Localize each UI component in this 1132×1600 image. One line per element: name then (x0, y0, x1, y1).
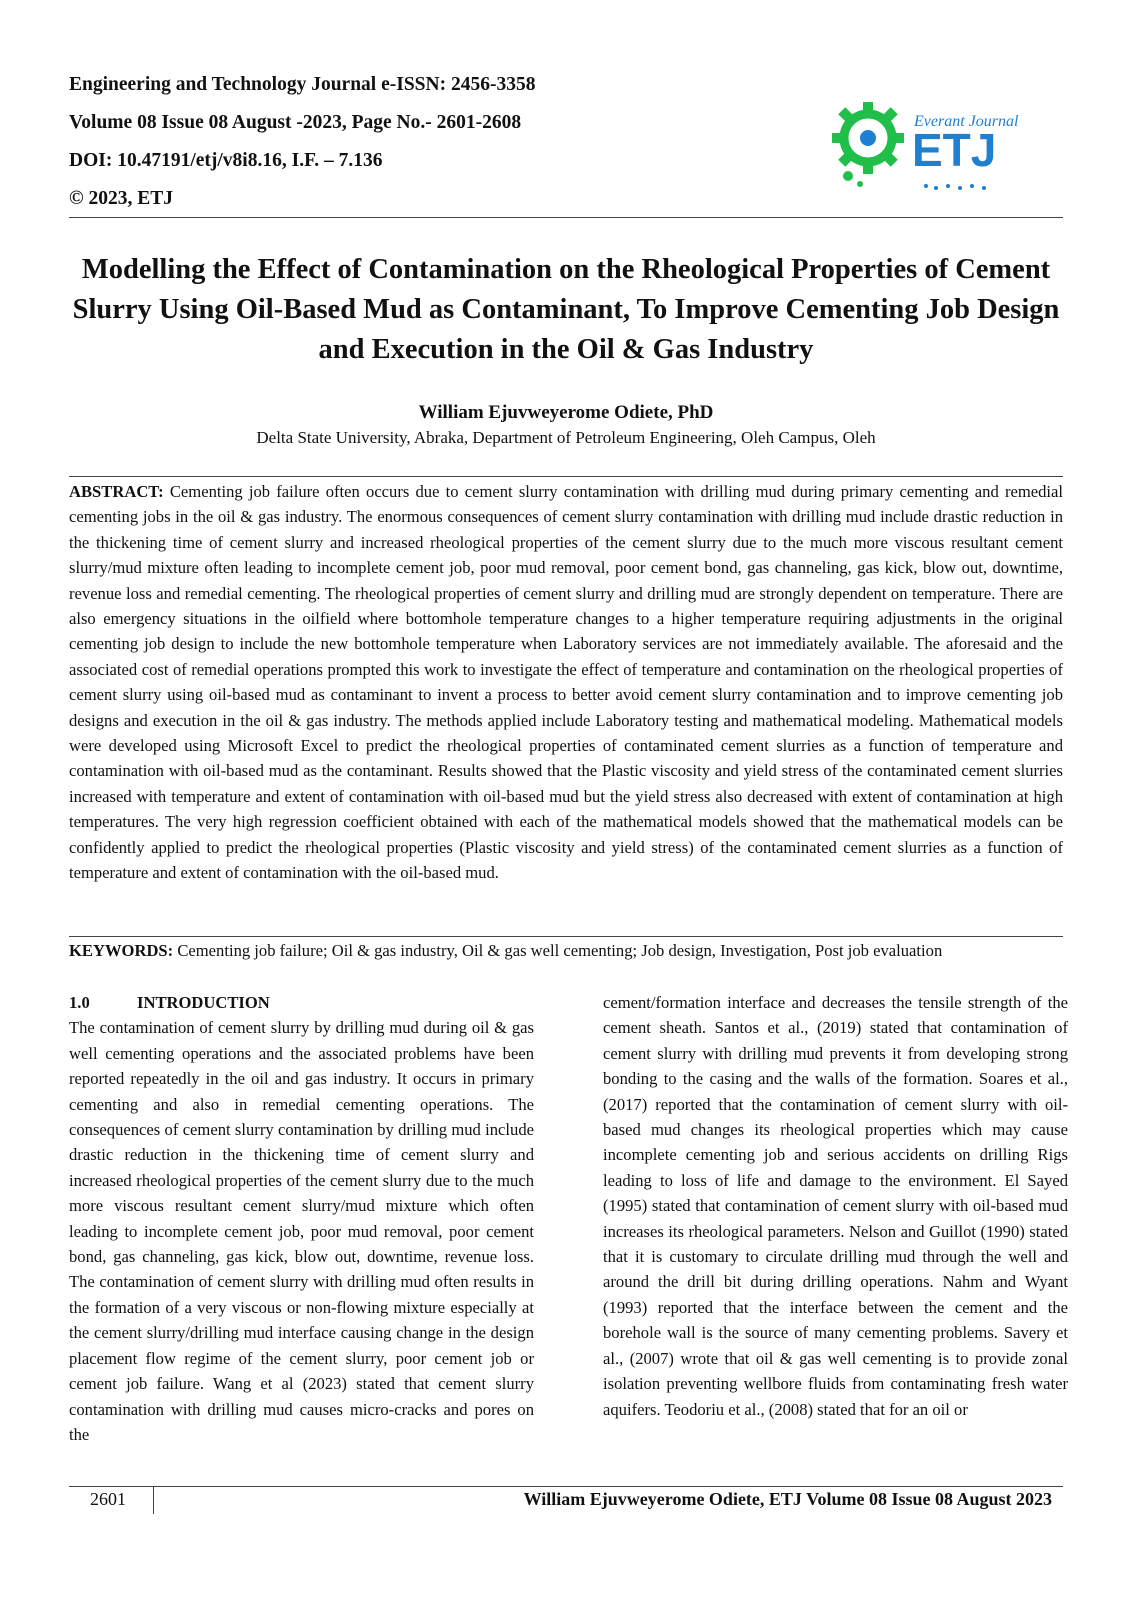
gear-icon (832, 102, 904, 187)
section-heading (69, 990, 534, 1015)
footer-separator (153, 1486, 154, 1514)
abstract-label: ABSTRACT: (69, 482, 164, 501)
journal-doi: DOI: 10.47191/etj/v8i8.16, I.F. – 7.136 (69, 150, 383, 171)
running-footer: William Ejuvweyerome Odiete, ETJ Volume 08 Issue 08 August 2023 (523, 1489, 1052, 1509)
keywords-label: KEYWORDS: (69, 941, 174, 960)
keywords-rule (69, 936, 1063, 937)
author-affiliation: Delta State University, Abraka, Department of Petroleum Engineering, Oleh Campus, Oleh (256, 428, 876, 447)
left-column-text: The contamination of cement slurry by drilling mud during oil & gas well cementing operations and the associated problems have been reported repeatedly in the oil and gas industry. It occurs in primary cementing and also in remedial cementing operations. The consequences of cement slurry contamination by drilling mud include drastic reduction in the thickening time of cement slurry and increased rheological properties of the cement slurry due to the much more viscous resultant cement slurry/mud mixture which often leading to incomplete cement job, poor mud removal, poor cement bond, gas channeling, gas kick, blow out, downtime, revenue loss. The contamination of cement slurry with drilling mud often results in the formation of a very viscous or non-flowing mixture especially at the cement slurry/drilling mud interface causing change in the design placement flow regime of the cement slurry, poor cement job or cement job failure. Wang et al (2023) stated that cement slurry contamination with drilling mud causes micro-cracks and pores on the (69, 1018, 534, 1444)
journal-issn: Engineering and Technology Journal e-ISSN: 2456-3358 (69, 74, 536, 95)
abstract (69, 479, 1063, 886)
section-title: INTRODUCTION (137, 993, 270, 1012)
keywords (69, 938, 1063, 963)
footer-rule (69, 1486, 1063, 1487)
abstract-text: Cementing job failure often occurs due to cement slurry contamination with drilling mud during primary cementing and remedial cementing jobs in the oil & gas industry. The enormous consequences of cement slurry contamination with drilling mud include drastic reduction in the thickening time of cement slurry and increased rheological properties of the cement slurry due to the much more viscous resultant cement slurry/mud mixture often leading to incomplete cement job, poor mud removal, poor cement bond, gas channeling, gas kick, blow out, downtime, revenue loss and remedial cementing. The rheological properties of cement slurry and drilling mud are strongly dependent on temperature. There are also emergency situations in the oilfield where bottomhole temperature changes to a higher temperature requiring adjustments in the original cementing job design to include the new bottomhole temperature when Laboratory services are not immediately available. The aforesaid and the associated cost of remedial operations prompted this work to investigate the effect of temperature and contamination on the rheological properties of cement slurry using oil-based mud as contaminant to invent a process to better avoid cement slurry contamination and to improve cementing job designs and execution in the oil & gas industry. The methods applied include Laboratory testing and mathematical modeling. Mathematical models were developed using Microsoft Excel to predict the rheological properties of contaminated cement slurries as a function of temperature and contamination with oil-based mud as the contaminant. Results showed that the Plastic viscosity and yield stress of the contaminated cement slurries increased with temperature and extent of contamination with oil-based mud but the yield stress also decreased with extent of contamination at high temperatures. The very high regression coefficient obtained with each of the mathematical models showed that the mathematical models can be confidently applied to predict the rheological properties (Plastic viscosity and yield stress) of the contaminated cement slurries as a function of temperature and extent of contamination with the oil-based mud. (69, 482, 1063, 883)
section-number: 1.0 (69, 993, 90, 1012)
author-name: William Ejuvweyerome Odiete, PhD (418, 402, 714, 423)
journal-copyright: © 2023, ETJ (69, 188, 173, 209)
journal-header (69, 66, 629, 218)
journal-volume: Volume 08 Issue 08 August -2023, Page No.- 2601-2608 (69, 112, 522, 133)
keywords-text: Cementing job failure; Oil & gas industry, Oil & gas well cementing; Job design, Investigation, Post job evaluation (177, 941, 943, 960)
header-rule (69, 217, 1063, 218)
page-number: 2601 (90, 1489, 126, 1509)
paper-title: Modelling the Effect of Contamination on the Rheological Properties of Cement Slurry Using Oil-Based Mud as Contaminant, To Improve Cementing Job Design and Execution in the Oil & Gas Industry (72, 254, 1060, 365)
etj-logo (826, 96, 1041, 196)
logo-main-text: ETJ (912, 124, 997, 176)
logo-top-text: Everant Journal (914, 113, 1019, 130)
right-column-text: cement/formation interface and decreases the tensile strength of the cement sheath. Santos et al., (2019) stated that contamination of cement slurry with drilling mud prevents it from developing strong bonding to the casing and the walls of the formation. Soares et al., (2017) reported that the contamination of cement slurry with oil-based mud changes its rheological properties which may cause incomplete cementing job and serious accidents on drilling Rigs leading to loss of life and damage to the environment. El Sayed (1995) stated that contamination of cement slurry with oil-based mud increases its rheological parameters. Nelson and Guillot (1990) stated that it is customary to circulate drilling mud through the well and around the drill bit during drilling operations. Nahm and Wyant (1993) reported that the interface between the cement and the borehole wall is the source of many cementing problems. Savery et al., (2007) wrote that oil & gas well cementing is to provide zonal isolation preventing wellbore fluids from contaminating fresh water aquifers. Teodoriu et al., (2008) stated that for an oil or (603, 993, 1068, 1419)
right-column (603, 990, 1068, 1422)
abstract-rule (69, 476, 1063, 477)
left-column (69, 990, 534, 1447)
